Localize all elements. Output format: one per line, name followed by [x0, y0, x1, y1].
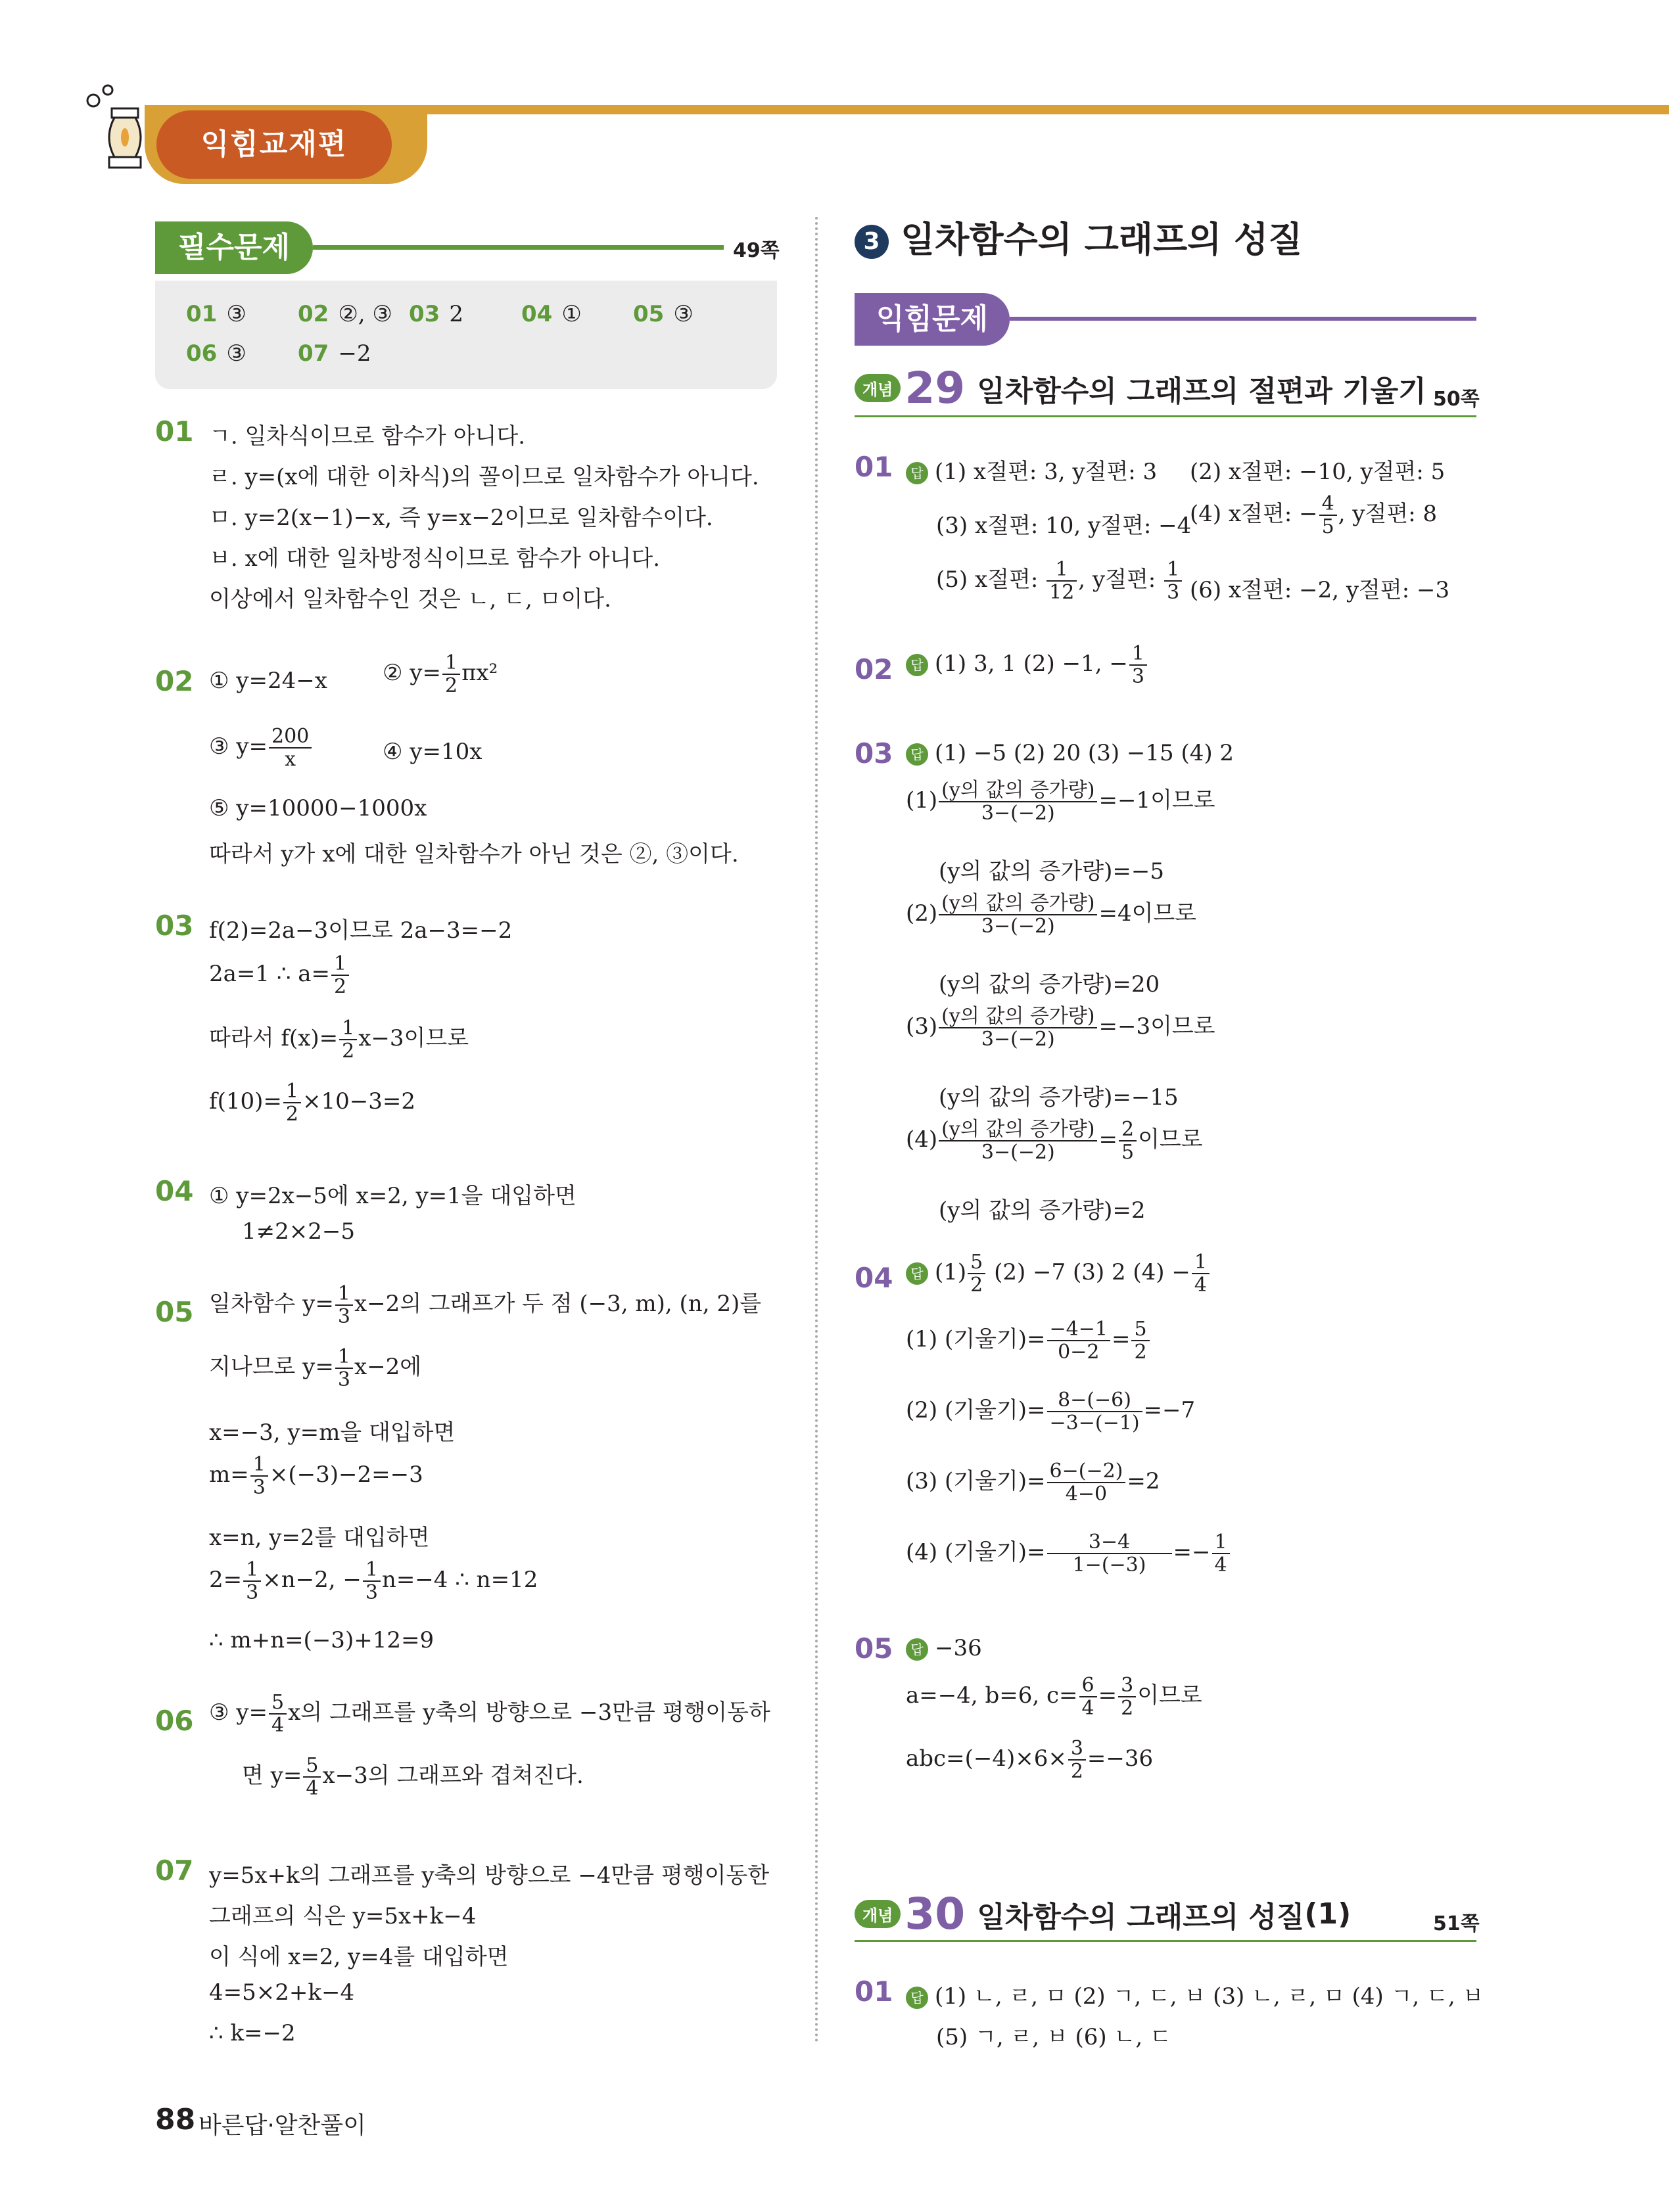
solution-line: x=−3, y=m을 대입하면 [209, 1419, 456, 1446]
solution-line: (y의 값의 증가량)=2 [939, 1197, 1146, 1224]
answer-mark-icon: 답 [906, 1638, 928, 1661]
question-number: 04 [155, 1175, 194, 1207]
concept-header: 개념 30 일차함수의 그래프의 성질(1) [855, 1889, 1351, 1939]
solution-line: (3) (기울기)= $\frac{6-(-2)}{4-0}$ =2 [906, 1460, 1160, 1506]
question-number: 05 [155, 1296, 194, 1328]
solution-line: (4) (기울기)= $\frac{3-4}{1-(-3)}$ =− $\frac{1}{4}$ [906, 1531, 1231, 1576]
solution-line: x=n, y=2를 대입하면 [209, 1525, 430, 1551]
solution-line: ㄹ. y=(x에 대한 이차식)의 꼴이므로 일차함수가 아니다. [209, 464, 759, 490]
page-number: 88 [155, 2103, 196, 2136]
page-ref: 51쪽 [1433, 1912, 1480, 1935]
answer-mark-icon: 답 [906, 743, 928, 766]
solution-line: ③ y= $\frac{200}{x}$ [209, 726, 313, 770]
answer-item: 05 ③ [633, 301, 693, 327]
solution-line: 면 y= $\frac{5}{4}$ x−3의 그래프와 겹쳐진다. [242, 1754, 584, 1800]
solution-line: 답 −36 [906, 1635, 982, 1661]
solution-line: (6) x절편: −2, y절편: −3 [1190, 577, 1450, 603]
lantern-icon [85, 82, 158, 181]
header-rule [394, 105, 1669, 114]
solution-line: (y의 값의 증가량)=−5 [939, 858, 1165, 885]
solution-line: f(10)= $\frac{1}{2}$ ×10−3=2 [209, 1080, 415, 1126]
answer-item: 06 ③ [186, 340, 247, 367]
answer-item: 03 2 [409, 301, 463, 327]
question-number: 01 [855, 1975, 893, 2008]
answer-item: 02 ②, ③ [298, 301, 392, 327]
answer-mark-icon: 답 [906, 462, 928, 484]
solution-line: 일차함수 y= $\frac{1}{3}$ x−2의 그래프가 두 점 (−3, m), (n, 2)를 [209, 1282, 762, 1328]
solution-line: 지나므로 y= $\frac{1}{3}$ x−2에 [209, 1345, 422, 1391]
solution-line: (5) ㄱ, ㄹ, ㅂ (6) ㄴ, ㄷ [936, 2024, 1171, 2050]
footer-title: 바른답·알찬풀이 [199, 2112, 366, 2139]
question-number: 07 [155, 1855, 194, 1887]
solution-line: (5) x절편: $\frac{1}{12}$ , y절편: $\frac{1}{3}$ [936, 559, 1183, 603]
solution-line: (3) x절편: 10, y절편: −4 [936, 513, 1192, 539]
solution-line: (2) $\frac{\text{(y의 값의 증가량)}}{3-(-2)}$ =4이므로 [906, 892, 1197, 938]
section-rule [1010, 317, 1476, 321]
section-title: 3 일차함수의 그래프의 성질 [855, 212, 1302, 262]
concept-rule [855, 415, 1476, 417]
solution-line: 답 (1) −5 (2) 20 (3) −15 (4) 2 [906, 740, 1234, 766]
solution-line: ∴ m+n=(−3)+12=9 [209, 1627, 435, 1653]
solution-line: 4=5×2+k−4 [209, 1979, 355, 2006]
column-divider [815, 217, 818, 2044]
solution-line: (y의 값의 증가량)=−15 [939, 1084, 1179, 1111]
solution-line: m= $\frac{1}{3}$ ×(−3)−2=−3 [209, 1453, 423, 1499]
answer-item: 04 ① [521, 301, 582, 327]
solution-line: ③ y= $\frac{5}{4}$ x의 그래프를 y축의 방향으로 −3만큼 평행이동하 [209, 1691, 770, 1737]
solution-line: 2= $\frac{1}{3}$ ×n−2, − $\frac{1}{3}$ n=−4 ∴ n=12 [209, 1558, 538, 1604]
solution-line: ⑤ y=10000−1000x [209, 795, 427, 821]
question-number: 04 [855, 1262, 893, 1294]
solution-line: f(2)=2a−3이므로 2a−3=−2 [209, 917, 513, 944]
answer-item: 07 −2 [298, 340, 371, 367]
question-number: 06 [155, 1705, 194, 1737]
solution-line: ∴ k=−2 [209, 2020, 296, 2046]
concept-header: 개념 29 일차함수의 그래프의 절편과 기울기 [855, 363, 1426, 413]
question-number: 05 [855, 1632, 893, 1665]
section-number-badge: 3 [855, 225, 889, 259]
solution-line: (2) (기울기)= $\frac{8-(-6)}{-3-(-1)}$ =−7 [906, 1389, 1196, 1435]
question-number: 02 [155, 665, 194, 697]
concept-tag: 개념 [855, 374, 901, 402]
answer-mark-icon: 답 [906, 1262, 928, 1285]
answer-item: 01 ③ [186, 301, 247, 327]
answer-summary-box [155, 281, 777, 389]
question-number: 02 [855, 653, 893, 685]
solution-line: (4) x절편: − $\frac{4}{5}$ , y절편: 8 [1190, 492, 1438, 538]
section-badge-essential: 필수문제 [155, 221, 313, 274]
section-badge-practice: 익힘문제 [855, 293, 1010, 346]
solution-line: 답 (1) x절편: 3, y절편: 3 [906, 453, 1157, 486]
solution-line: ④ y=10x [383, 739, 482, 765]
solution-line: 이 식에 x=2, y=4를 대입하면 [209, 1944, 509, 1970]
solution-line: (4) $\frac{\text{(y의 값의 증가량)}}{3-(-2)}$ = $\frac{2}{5}$ 이므로 [906, 1118, 1203, 1164]
solution-line: ① y=2x−5에 x=2, y=1을 대입하면 [209, 1183, 576, 1209]
solution-line: (1) $\frac{\text{(y의 값의 증가량)}}{3-(-2)}$ =−1이므로 [906, 779, 1215, 825]
solution-line: 이상에서 일차함수인 것은 ㄴ, ㄷ, ㅁ이다. [209, 586, 611, 612]
answer-mark-icon: 답 [906, 654, 928, 676]
solution-line: (3) $\frac{\text{(y의 값의 증가량)}}{3-(-2)}$ =−3이므로 [906, 1005, 1215, 1051]
solution-line: ① y=24−x [209, 668, 327, 694]
solution-line: ㅂ. x에 대한 일차방정식이므로 함수가 아니다. [209, 545, 661, 572]
solution-line: ② y= $\frac{1}{2}$ πx² [383, 651, 498, 697]
solution-line: a=−4, b=6, c= $\frac{6}{4}$ = $\frac{3}{2}$ 이므로 [906, 1674, 1202, 1720]
header-tab: 익힘교재편 [156, 110, 392, 179]
solution-line: ㅁ. y=2(x−1)−x, 즉 y=x−2이므로 일차함수이다. [209, 505, 713, 531]
solution-line: 답 (1) ㄴ, ㄹ, ㅁ (2) ㄱ, ㄷ, ㅂ (3) ㄴ, ㄹ, ㅁ (4) ㄱ, ㄷ, ㅂ [906, 1978, 1484, 2010]
page-ref: 49쪽 [733, 239, 780, 262]
question-number: 01 [155, 415, 194, 448]
solution-line: 답 (1) $\frac{5}{2}$ (2) −7 (3) 2 (4) − $\frac{1}{4}$ [906, 1251, 1211, 1296]
question-number: 03 [155, 910, 194, 942]
solution-line: 답 (1) 3, 1 (2) −1, − $\frac{1}{3}$ [906, 643, 1148, 687]
solution-line: 따라서 y가 x에 대한 일차함수가 아닌 것은 ②, ③이다. [209, 841, 739, 867]
solution-line: (y의 값의 증가량)=20 [939, 971, 1160, 998]
solution-line: 따라서 f(x)= $\frac{1}{2}$ x−3이므로 [209, 1017, 469, 1063]
solution-line: (2) x절편: −10, y절편: 5 [1190, 459, 1446, 485]
solution-line: (1) (기울기)= $\frac{-4-1}{0-2}$ = $\frac{5}{2}$ [906, 1318, 1151, 1363]
solution-line: abc=(−4)×6× $\frac{3}{2}$ =−36 [906, 1737, 1154, 1783]
solution-line: 1≠2×2−5 [242, 1218, 355, 1245]
question-number: 03 [855, 737, 893, 770]
solution-line: 그래프의 식은 y=5x+k−4 [209, 1903, 477, 1929]
solution-line: 2a=1 ∴ a= $\frac{1}{2}$ [209, 953, 350, 998]
concept-tag: 개념 [855, 1900, 901, 1928]
solution-line: ㄱ. 일차식이므로 함수가 아니다. [209, 423, 526, 449]
question-number: 01 [855, 451, 893, 483]
solution-line: y=5x+k의 그래프를 y축의 방향으로 −4만큼 평행이동한 [209, 1862, 770, 1889]
page-ref: 50쪽 [1433, 388, 1480, 411]
answer-mark-icon: 답 [906, 1987, 928, 2009]
concept-rule [855, 1940, 1476, 1942]
section-rule [313, 245, 724, 250]
